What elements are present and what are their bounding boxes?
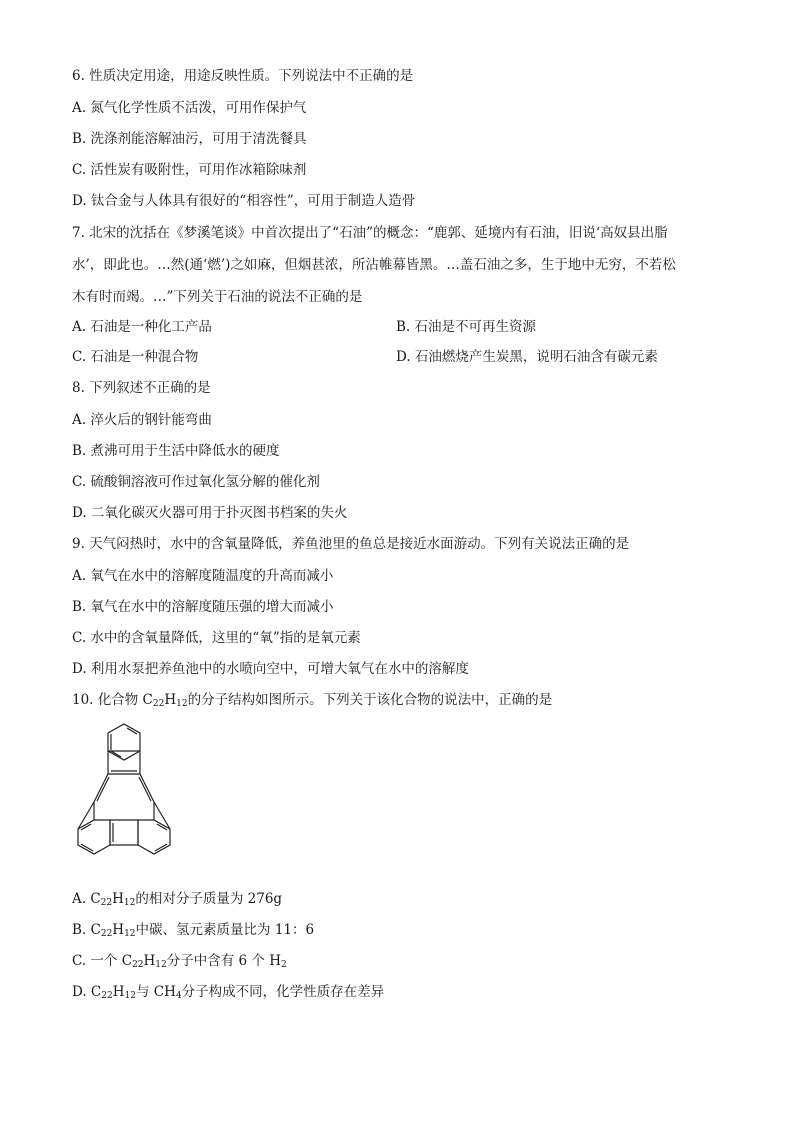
q10-option-c: C. 一个 $C_{22}H_{12}$分子中含有 6 个 $H_2$ xyxy=(72,953,287,970)
q8-option-a: A. 淬火后的钢针能弯曲 xyxy=(72,412,212,428)
q10-option-a: A. $C_{22}H_{12}$的相对分子质量为 276g xyxy=(72,891,283,908)
q10-option-d: D. $C_{22}H_{12}$与 $CH_4$分子构成不同，化学性质存在差异 xyxy=(72,984,385,1001)
q9-stem: 9. 天气闷热时，水中的含氧量降低，养鱼池里的鱼总是接近水面游动。下列有关说法正确的是 xyxy=(72,536,630,552)
q7-option-c: C. 石油是一种混合物 xyxy=(72,349,199,365)
q9-option-c: C. 水中的含氧量降低，这里的“氧”指的是氧元素 xyxy=(72,630,361,646)
q6-option-a: A. 氮气化学性质不活泼，可用作保护气 xyxy=(72,100,307,116)
q8-stem: 8. 下列叙述不正确的是 xyxy=(72,380,211,396)
q7-stem-line1: 7. 北宋的沈括在《梦溪笔谈》中首次提出了“石油”的概念：“鹿郭、延境内有石油，旧说‘高奴县出脂 xyxy=(72,225,668,241)
q10-stem: 10. 化合物 $C_{22}H_{12}$的分子结构如图所示。下列关于该化合物的说法中，正确的是 xyxy=(72,692,553,709)
q9-option-b: B. 氧气在水中的溶解度随压强的增大而减小 xyxy=(72,599,334,615)
q7-stem-line3: 木有时而竭。…”下列关于石油的说法不正确的是 xyxy=(72,289,363,305)
right-benzene-ring xyxy=(138,820,170,854)
bottom-cyclobutadiene-ring xyxy=(110,820,138,845)
q6-stem: 6. 性质决定用途，用途反映性质。下列说法中不正确的是 xyxy=(72,68,414,84)
q8-option-c: C. 硫酸铜溶液可作过氧化氢分解的催化剂 xyxy=(72,474,320,490)
q10-option-b: B. $C_{22}H_{12}$中碳、氢元素质量比为 11：6 xyxy=(72,922,315,939)
q6-option-d: D. 钛合金与人体具有很好的“相容性”，可用于制造人造骨 xyxy=(72,193,416,209)
q6-option-c: C. 活性炭有吸附性，可用作冰箱除味剂 xyxy=(72,162,307,178)
q7-option-b: B. 石油是不可再生资源 xyxy=(396,319,537,335)
q9-option-a: A. 氧气在水中的溶解度随温度的升高而减小 xyxy=(72,568,334,584)
molecule-structure-diagram xyxy=(66,720,182,868)
q8-option-d: D. 二氧化碳灭火器可用于扑灭图书档案的失火 xyxy=(72,505,348,521)
q7-option-a: A. 石油是一种化工产品 xyxy=(72,319,212,335)
q7-option-d: D. 石油燃烧产生炭黑，说明石油含有碳元素 xyxy=(396,349,658,365)
q7-stem-line2: 水’，即此也。…然(通‘燃’)之如麻，但烟甚浓，所沾帷幕皆黑。…盖石油之多，生于地中无穷，不若松 xyxy=(72,257,676,273)
left-benzene-ring xyxy=(78,820,110,854)
q6-option-b: B. 洗涤剂能溶解油污，可用于清洗餐具 xyxy=(72,131,307,147)
top-benzene-ring xyxy=(108,724,140,760)
q8-option-b: B. 煮沸可用于生活中降低水的硬度 xyxy=(72,443,280,459)
q9-option-d: D. 利用水泵把养鱼池中的水喷向空中，可增大氧气在水中的溶解度 xyxy=(72,661,469,677)
